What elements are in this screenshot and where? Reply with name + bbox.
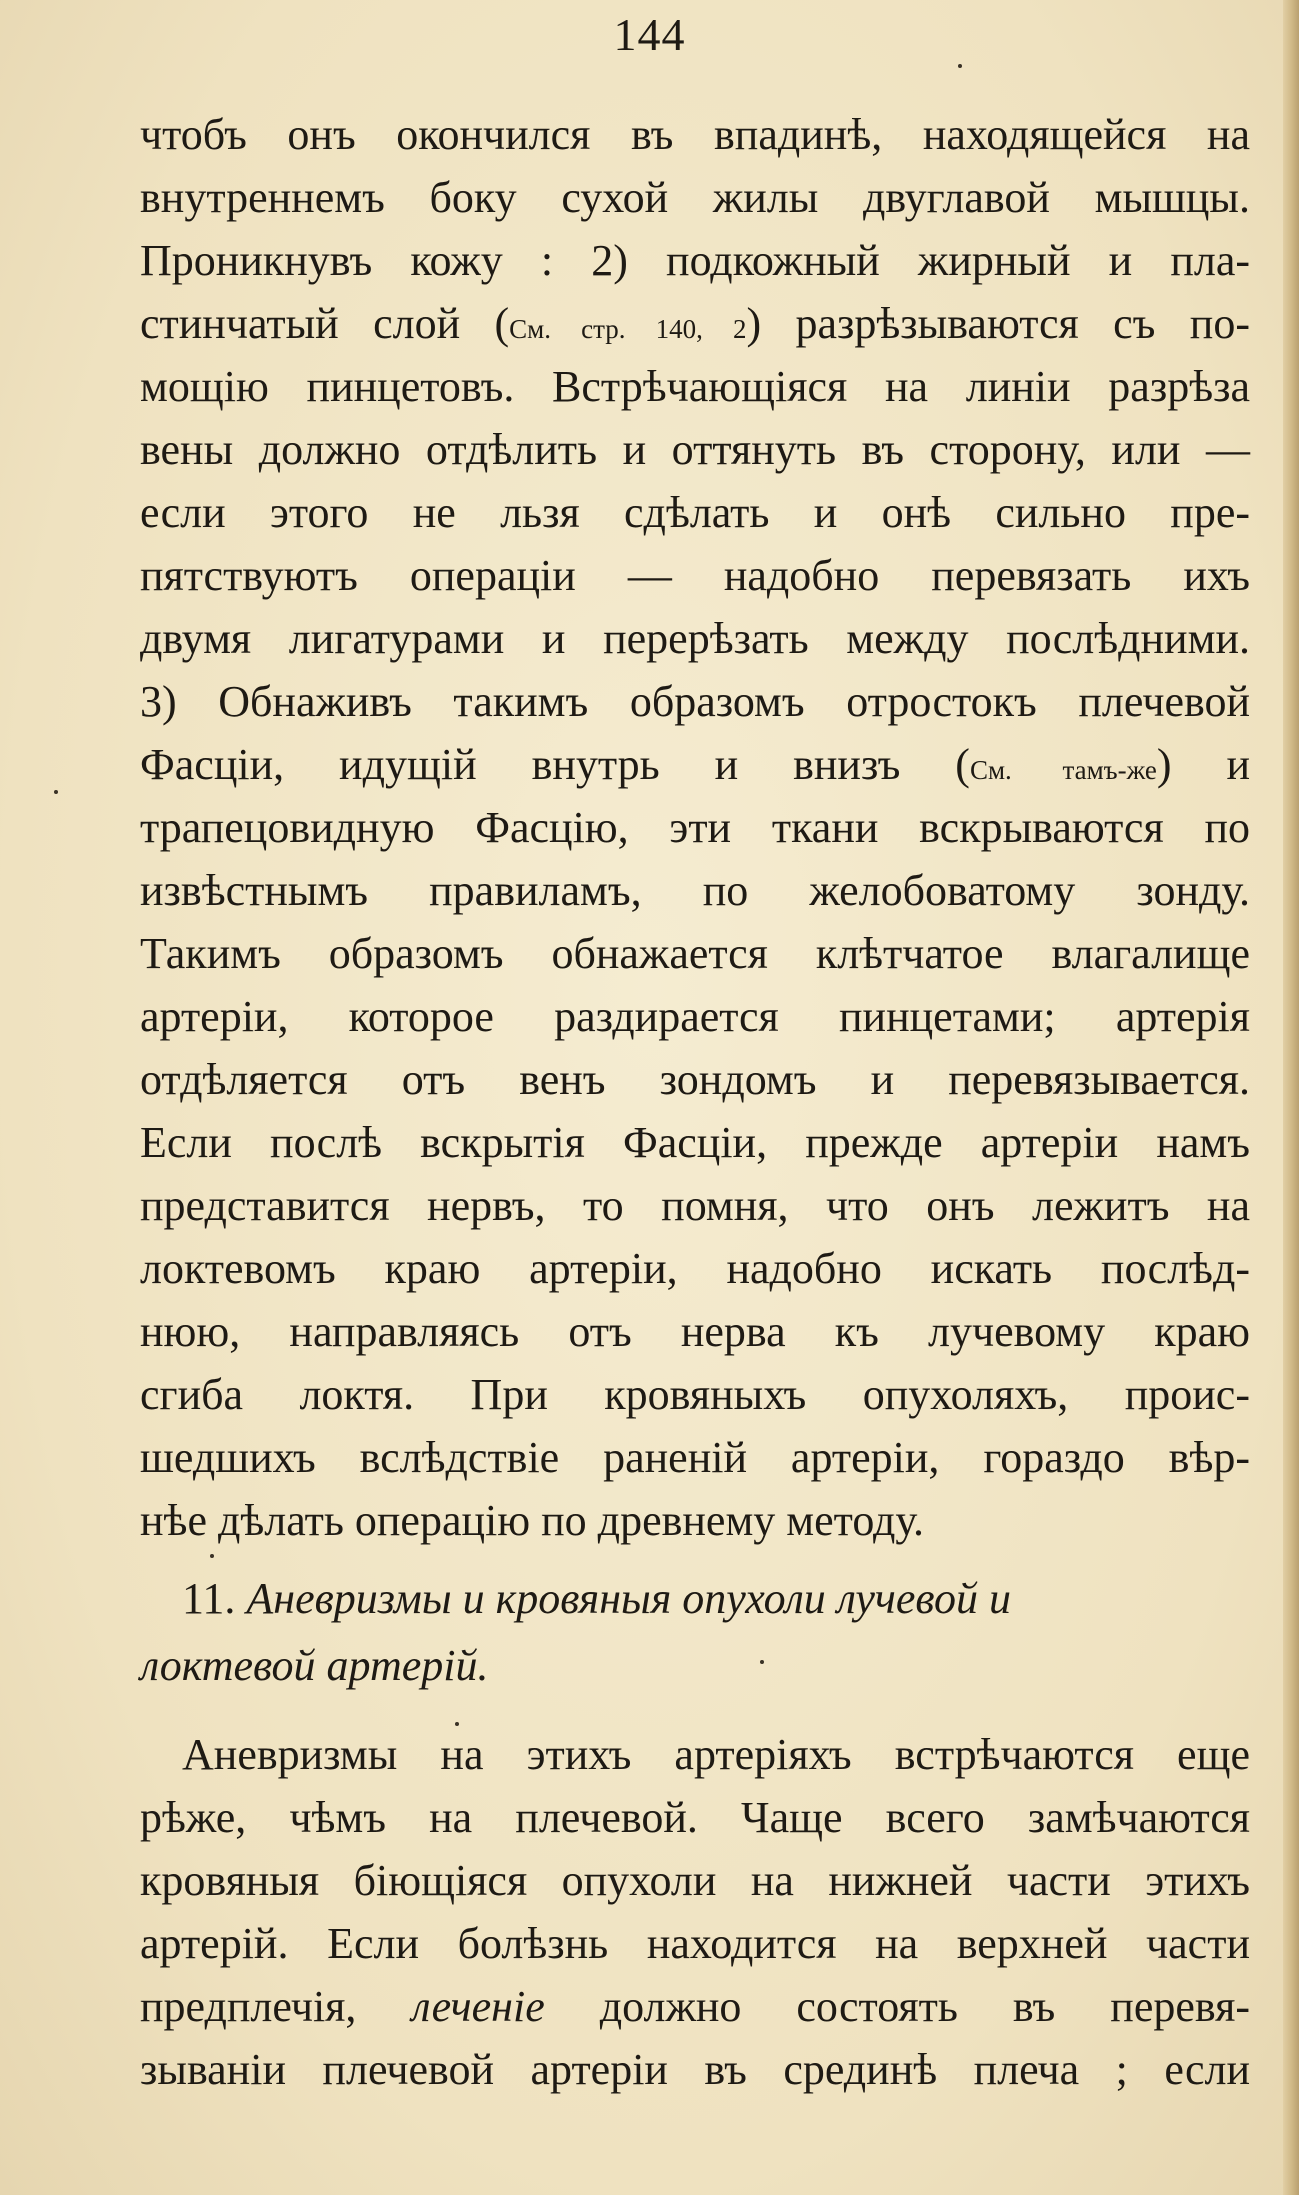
italic-word: леченiе xyxy=(411,1982,545,2031)
text-line: двумя лигатурами и перерѣзать между послѣдними. xyxy=(140,614,1250,663)
text-line xyxy=(140,733,1250,796)
text-line: кровяныя бiющiяся опухоли на нижней части этихъ xyxy=(140,1856,1250,1905)
section-title-line: локтевой артерiй. xyxy=(140,1641,489,1690)
page-reference: См. стр. 140, 2 xyxy=(509,314,747,344)
text-line: артерiи, которое раздирается пинцетами; артерiя xyxy=(140,992,1250,1041)
text-line: Аневризмы на этихъ артерiяхъ встрѣчаются еще xyxy=(182,1730,1250,1779)
text-line: извѣстнымъ правиламъ, по желобоватому зонду. xyxy=(140,866,1250,915)
text-line: зыванiи плечевой артерiи въ срединѣ плеча ; если xyxy=(140,2045,1250,2094)
text-line: 3) Обнаживъ такимъ образомъ отростокъ плечевой xyxy=(140,677,1250,726)
section-number: 11. xyxy=(182,1574,236,1623)
section-heading xyxy=(182,1567,1250,1630)
text-line: пятствуютъ операцiи — надобно перевязать ихъ xyxy=(140,551,1250,600)
paper-speck xyxy=(54,790,58,794)
text-fragment: Фасцiи, идущiй внутрь и внизъ ( xyxy=(140,740,970,789)
text-line: если этого не льзя сдѣлать и онѣ сильно пре- xyxy=(140,488,1250,537)
text-line: нѣе дѣлать операцiю по древнему методу. xyxy=(140,1496,925,1545)
paper-speck xyxy=(760,1660,764,1664)
text-line: отдѣляется отъ венъ зондомъ и перевязывается. xyxy=(140,1055,1250,1104)
text-line: внутреннемъ боку сухой жилы двуглавой мышцы. xyxy=(140,173,1250,222)
text-line: шедшихъ вслѣдствiе раненiй артерiи, гораздо вѣр- xyxy=(140,1433,1250,1482)
paper-speck xyxy=(455,1722,459,1726)
page-reference: См. тамъ-же xyxy=(969,755,1157,785)
text-line: артерiй. Если болѣзнь находится на верхней части xyxy=(140,1919,1250,1968)
text-line: чтобъ онъ окончился въ впадинѣ, находящейся на xyxy=(140,110,1250,159)
text-line: вены должно отдѣлить и оттянуть въ сторону, или — xyxy=(140,425,1250,474)
text-line xyxy=(140,1975,1250,2038)
text-line: сгиба локтя. При кровяныхъ опухоляхъ, проис- xyxy=(140,1370,1250,1419)
text-fragment: предплечiя, xyxy=(140,1982,412,2031)
text-line: мощiю пинцетовъ. Встрѣчающiяся на линiи разрѣза xyxy=(140,362,1250,411)
text-line xyxy=(140,292,1250,355)
paper-speck xyxy=(210,1554,214,1558)
page-edge xyxy=(1283,0,1299,2195)
text-line: локтевомъ краю артерiи, надобно искать послѣд- xyxy=(140,1244,1250,1293)
text-line: рѣже, чѣмъ на плечевой. Чаще всего замѣчаются xyxy=(140,1793,1250,1842)
text-line: Такимъ образомъ обнажается клѣтчатое влагалище xyxy=(140,929,1250,978)
paper-speck xyxy=(958,64,962,68)
text-line: представится нервъ, то помня, что онъ лежитъ на xyxy=(140,1181,1250,1230)
text-fragment: ) разрѣзываются съ по- xyxy=(746,299,1250,348)
page-number: 144 xyxy=(613,9,686,60)
text-fragment: ) и xyxy=(1156,740,1251,789)
text-fragment: должно состоять въ перевя- xyxy=(544,1982,1250,2031)
text-line: Если послѣ вскрытiя Фасцiи, прежде артерiи намъ xyxy=(140,1118,1250,1167)
text-line: трапецовидную Фасцiю, эти ткани вскрываются по xyxy=(140,803,1250,852)
text-line: нюю, направляясь отъ нерва къ лучевому краю xyxy=(140,1307,1250,1356)
section-title-line: Аневризмы и кровяныя опухоли лучевой и xyxy=(246,1574,1011,1623)
text-line: Проникнувъ кожу : 2) подкожный жирный и пла- xyxy=(140,236,1250,285)
text-fragment: стинчатый слой ( xyxy=(140,299,510,348)
